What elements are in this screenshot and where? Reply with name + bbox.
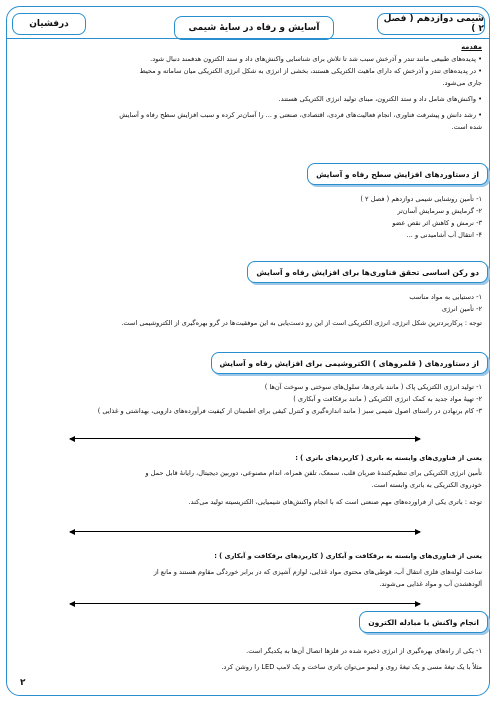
battery-section xyxy=(14,452,482,508)
section-1-list xyxy=(14,193,482,241)
page-title xyxy=(174,16,334,40)
intro-section xyxy=(14,41,482,133)
list-item: ۱- تأمین روشنایی شیمی دوازدهم ( فصل ۲ ) xyxy=(360,195,482,203)
intro-label: مقدمه xyxy=(461,43,482,51)
section-3-list xyxy=(14,381,482,417)
list-item: ۲- گرمایش و سرمایش آسان‌تر xyxy=(397,207,482,215)
intro-line: • واکنش‌های شامل داد و ستد الکترون، مبنای تولید انرژی الکتریکی هستند. xyxy=(278,95,482,103)
section-title xyxy=(359,611,488,633)
battery-line: تأمین انرژی الکتریکی برای تنظیم‌کنندهٔ ضربان قلب، سمعک، تلفن همراه، اندام مصنوعی، دوربین دیجیتال، رایانهٔ قابل حمل و xyxy=(145,469,482,477)
list-item: ۴- انتقال آب آشامیدنی و ... xyxy=(406,231,482,239)
intro-line: • رشد دانش و پیشرفت فناوری، انجام فعالیت‌های فردی، اقتصادی، صنعتی و ... را آسان‌تر کرده و سبب افزایش سطح رفاه و آسایش xyxy=(119,111,482,119)
divider-arrow xyxy=(70,438,420,439)
course-label xyxy=(377,13,485,35)
electrolysis-section xyxy=(14,550,482,590)
section-title-text: دو رکن اساسی تحقق فناوری‌ها برای افزایش رفاه و آسایش xyxy=(256,267,479,277)
electrolysis-line: ساخت لوله‌های فلزی انتقال آب، قوطی‌های محتوی مواد غذایی، لوازم آشپزی که در برابر خوردگی مقاوم هستند و مانع از xyxy=(153,568,482,576)
section-4-list xyxy=(14,645,482,673)
list-item: ۳- نرمش و کاهش اثر نقص عضو xyxy=(392,219,482,227)
section-title-text: انجام واکنش با مبادله الکترون xyxy=(368,617,479,627)
list-item: ۱- تولید انرژی الکتریکی پاک ( مانند باتری‌ها، سلول‌های سوختی و سوخت آن‌ها ) xyxy=(264,383,482,391)
battery-line: خودروی الکتریکی به باتری وابسته است. xyxy=(371,481,482,489)
intro-line: • پدیده‌های طبیعی مانند تندر و آذرخش سبب شد تا تلاش برای شناسایی واکنش‌های داد و ستد الکترون هدفمند دنبال شود. xyxy=(150,55,482,63)
course-text: شیمی دوازدهم ( فصل ۲ ) xyxy=(383,14,484,34)
divider-arrow xyxy=(70,531,420,532)
electrolysis-line: آلودهشدن آب و مواد غذایی می‌شوند. xyxy=(379,580,482,588)
intro-line: شده است. xyxy=(451,123,482,131)
section-title-text: از دستاوردهای افزایش سطح رفاه و آسایش xyxy=(316,169,479,179)
note-text: توجه : باتری یکی از فراورده‌های مهم صنعتی است که با انجام واکنش‌های شیمیایی، الکتریسیته تولید می‌کند. xyxy=(188,498,482,506)
list-item: ۳- کام برنهادن در راستای اصول شیمی سبز ( مانند اندازه‌گیری و کنترل کیفی برای اطمینان از کیفیت فرآورده‌های دارویی، بهداشتی و غذایی ) xyxy=(97,407,482,415)
list-item: ۱- یکی از راه‌های بهره‌گیری از انرژی ذخیره شده در فلزها اتصال آن‌ها به یکدیگر است. xyxy=(246,647,482,655)
section-2-list xyxy=(14,291,482,329)
note-text: توجه : پرکاربردترین شکل انرژی، انرژی الکتریکی است از این رو دست‌یابی به این موفقیت‌ها در گرو بهره‌گیری از الکتروشیمی است. xyxy=(121,319,482,327)
page-number: ۲ xyxy=(20,678,26,688)
section-title xyxy=(307,163,488,185)
battery-heading: یعنی از فناوری‌های وابسته به باتری ( کاربردهای باتری ) : xyxy=(295,454,482,462)
section-title-text: از دستاوردهای ( قلمروهای ) الکتروشیمی برای افزایش رفاه و آسایش xyxy=(219,358,479,368)
intro-line: جاری می‌شود. xyxy=(442,79,482,87)
list-item: ۲- تهیهٔ مواد جدید به کمک انرژی الکتریکی ( مانند برقکافت و آبکاری ) xyxy=(293,395,482,403)
intro-line: • در پدیده‌های تندر و آذرخش که دارای ماهیت الکتریکی هستند، بخشی از انرژی به شکل انرژی الکتریکی میان ساماته و محیط xyxy=(139,67,482,75)
electrolysis-heading: یعنی از فناوری‌های وابسته به برقکافت و آبکاری ( کاربردهای برقکافت و آبکاری ) : xyxy=(214,552,482,560)
section-title xyxy=(247,261,488,283)
section-title xyxy=(211,352,488,374)
list-item: مثلاً با یک تیغهٔ مسی و یک تیغهٔ روی و لیمو می‌توان باتری ساخت و یک لامپ LED را روشن کرد. xyxy=(221,663,482,671)
list-item: ۱- دستیابی به مواد مناسب xyxy=(409,293,482,301)
school-text: درفشیان xyxy=(29,19,69,29)
header-divider xyxy=(6,38,490,39)
school-label xyxy=(12,13,86,35)
divider-arrow xyxy=(70,603,420,604)
page-title-text: آسایش و رفاه در سایهٔ شیمی xyxy=(188,23,320,33)
list-item: ۲- تأمین انرژی xyxy=(441,305,482,313)
